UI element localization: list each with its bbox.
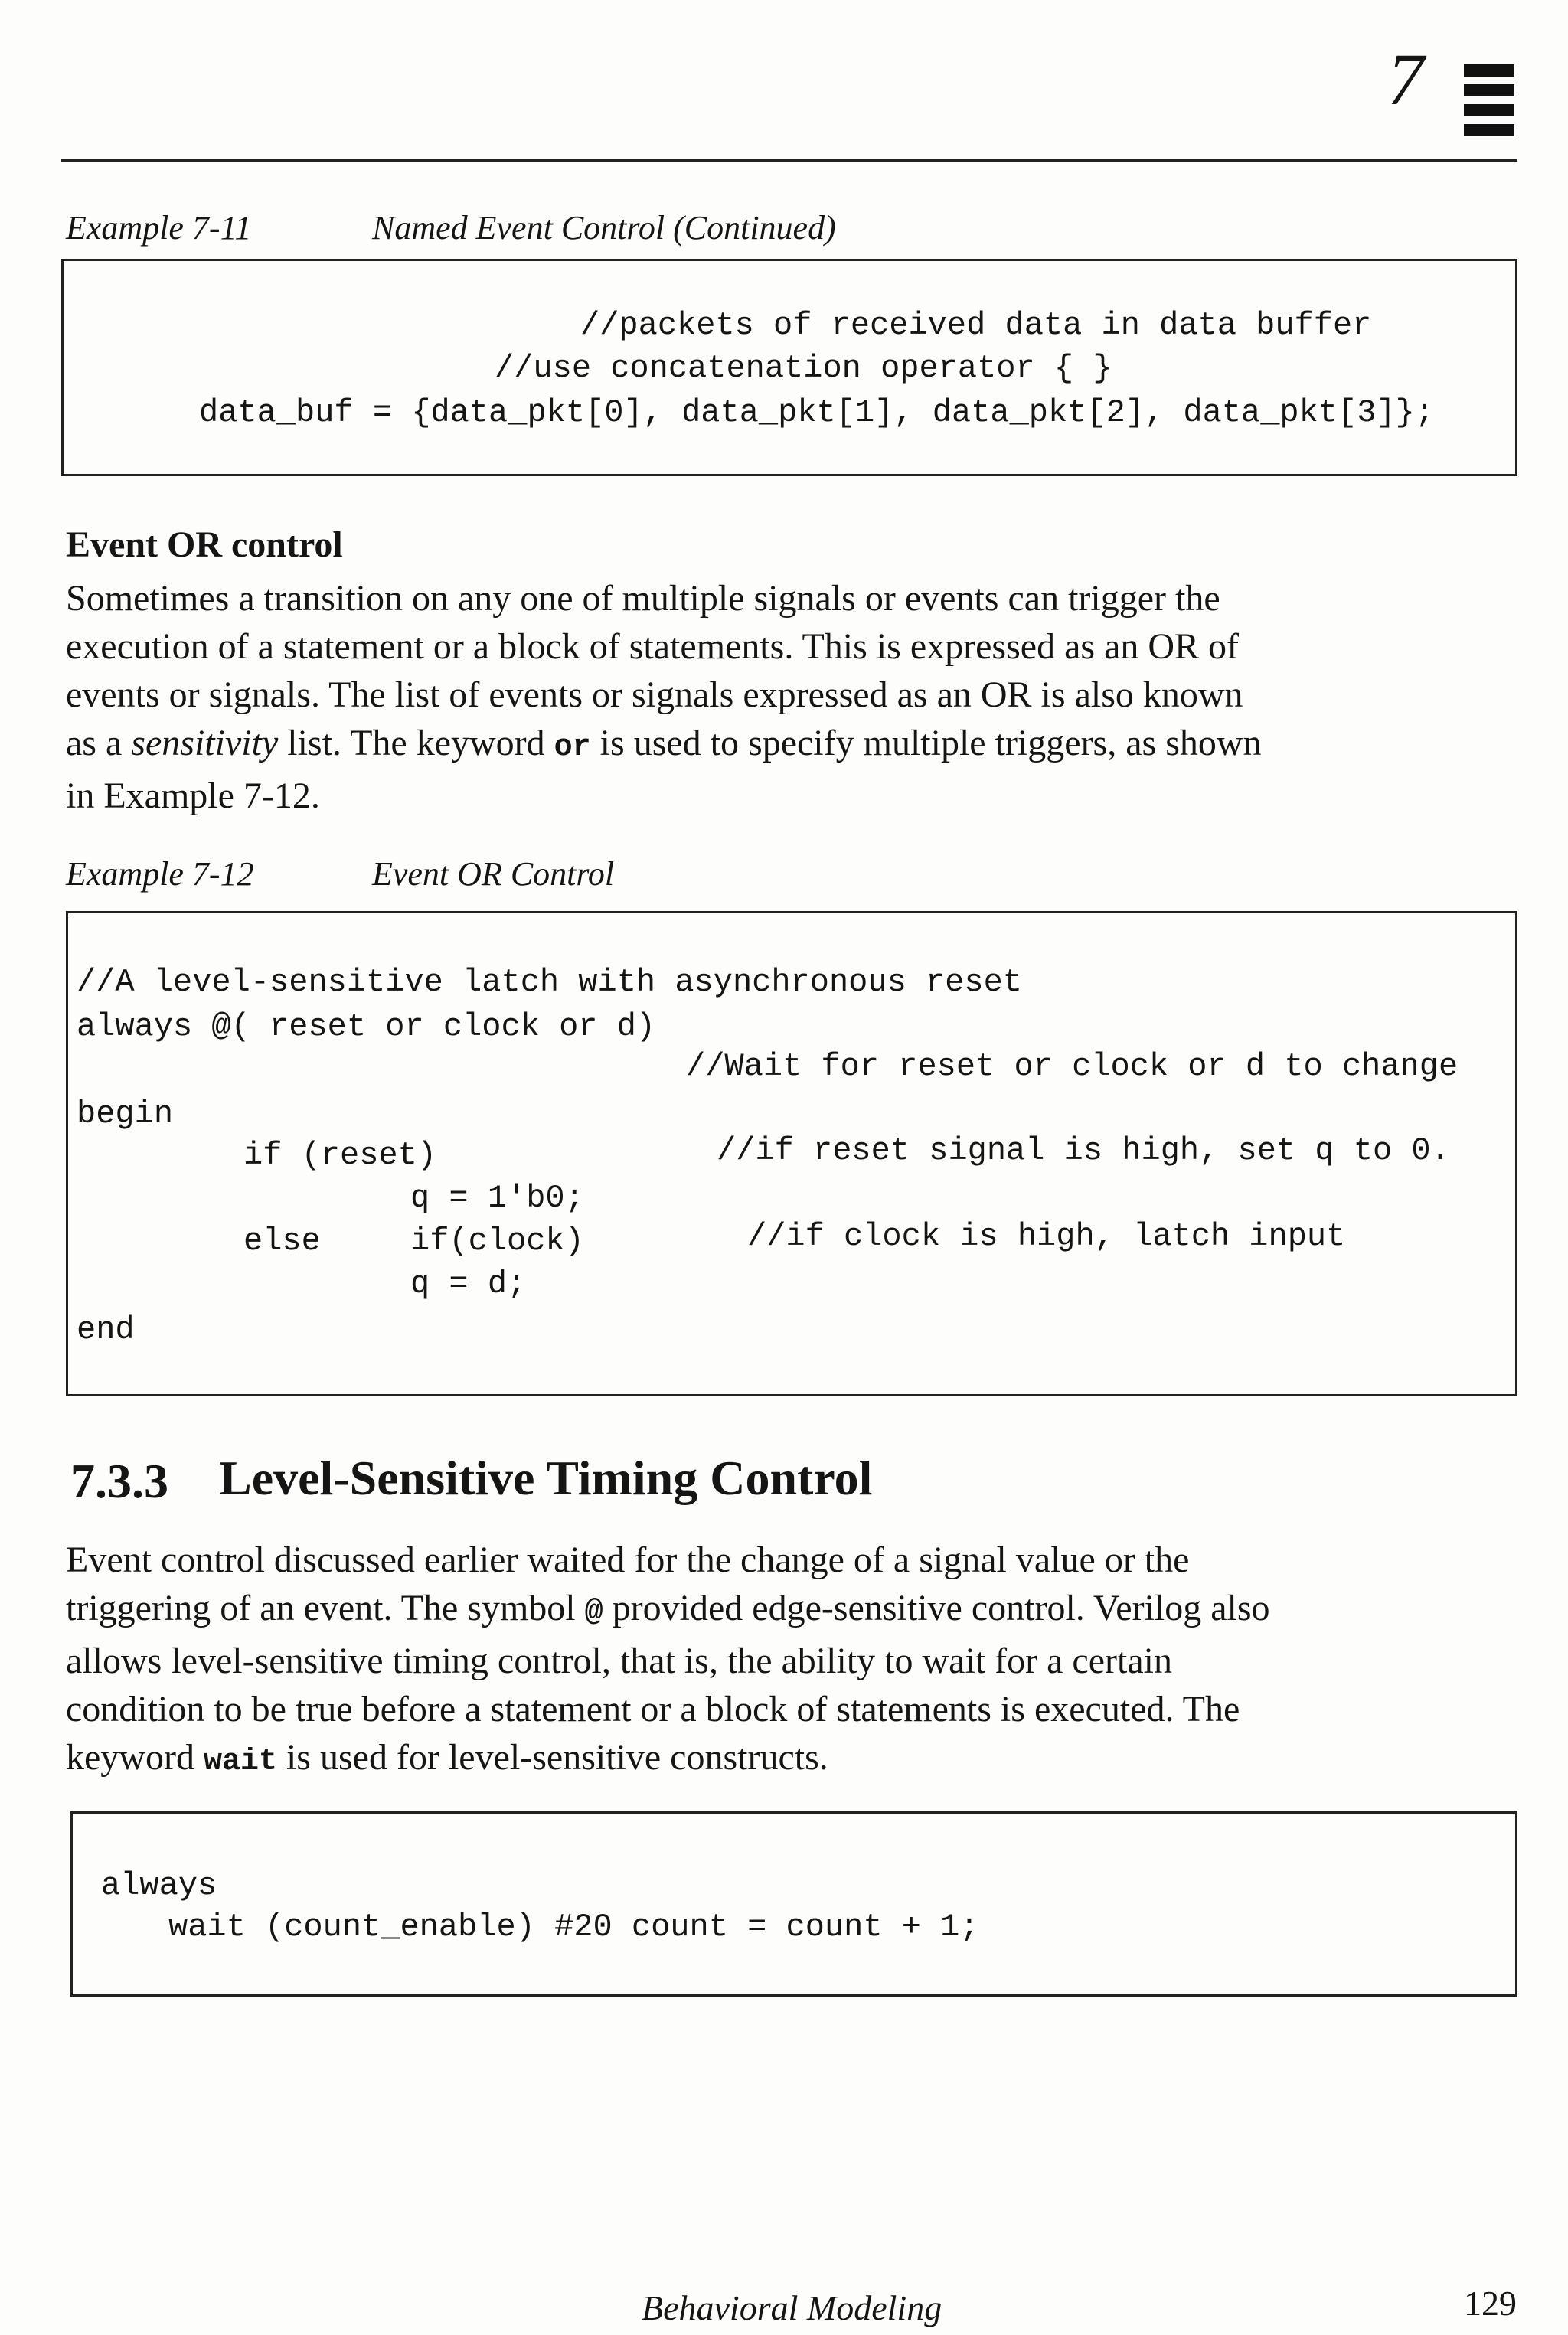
keyword-at-symbol: @ [584,1595,603,1630]
paragraph-line: Sometimes a transition on any one of multiple signals or events can trigger the [66,578,1220,619]
keyword-wait: wait [203,1745,277,1779]
code-line: if(clock) [410,1223,584,1259]
code-line: data_buf = {data_pkt[0], data_pkt[1], data_pkt[2], data_pkt[3]}; [199,394,1435,431]
wait-code-box [70,1811,1517,1997]
keyword-or: or [554,730,591,765]
text-run: keyword [66,1737,204,1778]
code-line: if (reset) [243,1137,437,1174]
paragraph-line: in Example 7-12. [66,776,320,816]
header-rule [61,159,1517,162]
paragraph-line [66,1733,1521,1786]
code-line: //A level-sensitive latch with asynchronous reset [77,964,1023,1001]
event-or-paragraph [66,574,1521,820]
paragraph-line: Event control discussed earlier waited for the change of a signal value or the [66,1540,1190,1580]
term-sensitivity: sensitivity [131,723,279,763]
code-line: //use concatenation operator { } [495,350,1112,387]
paragraph-line: execution of a statement or a block of statements. This is expressed as an OR of [66,626,1240,667]
example-7-11-title: Named Event Control (Continued) [372,209,836,247]
paragraph-line [66,719,1521,772]
code-line: always [101,1867,217,1904]
text-run: is used for level-sensitive constructs. [276,1737,828,1778]
code-line: q = d; [410,1265,527,1302]
paragraph-line: events or signals. The list of events or signals expressed as an OR is also known [66,674,1243,715]
example-7-11-number: Example 7-11 [66,209,252,247]
text-run: provided edge-sensitive control. Verilog also [603,1588,1270,1628]
code-line: q = 1'b0; [410,1180,584,1216]
page-number: 129 [1464,2284,1517,2323]
code-line: //if clock is high, latch input [747,1218,1346,1255]
example-7-12-title: Event OR Control [372,855,615,893]
chapter-number: 7 [1387,38,1424,120]
paragraph-line: condition to be true before a statement or a block of statements is executed. The [66,1689,1240,1729]
code-line: //packets of received data in data buffer [580,307,1372,344]
code-line: //Wait for reset or clock or d to change [686,1048,1459,1085]
paragraph-line: allows level-sensitive timing control, that is, the ability to wait for a certain [66,1641,1172,1681]
code-line: begin [77,1096,174,1132]
text-run: is used to specify multiple triggers, as shown [590,723,1262,763]
section-number: 7.3.3 [70,1454,168,1508]
text-run: triggering of an event. The symbol [66,1588,585,1628]
text-run: as a [66,723,132,763]
event-or-heading: Event OR control [66,524,343,565]
paragraph-line [66,1584,1521,1637]
example-7-12-number: Example 7-12 [66,855,254,893]
code-line: end [77,1311,135,1348]
code-line: else [243,1223,321,1259]
text-run: list. The keyword [278,723,554,763]
code-line: wait (count_enable) #20 count = count + 1; [168,1909,979,1945]
chapter-tab-bars-icon [1464,64,1514,144]
code-line: always @( reset or clock or d) [77,1008,656,1045]
footer-chapter-title: Behavioral Modeling [642,2288,942,2327]
section-paragraph [66,1536,1521,1786]
code-line: //if reset signal is high, set q to 0. [717,1132,1450,1169]
section-title: Level-Sensitive Timing Control [219,1451,873,1505]
